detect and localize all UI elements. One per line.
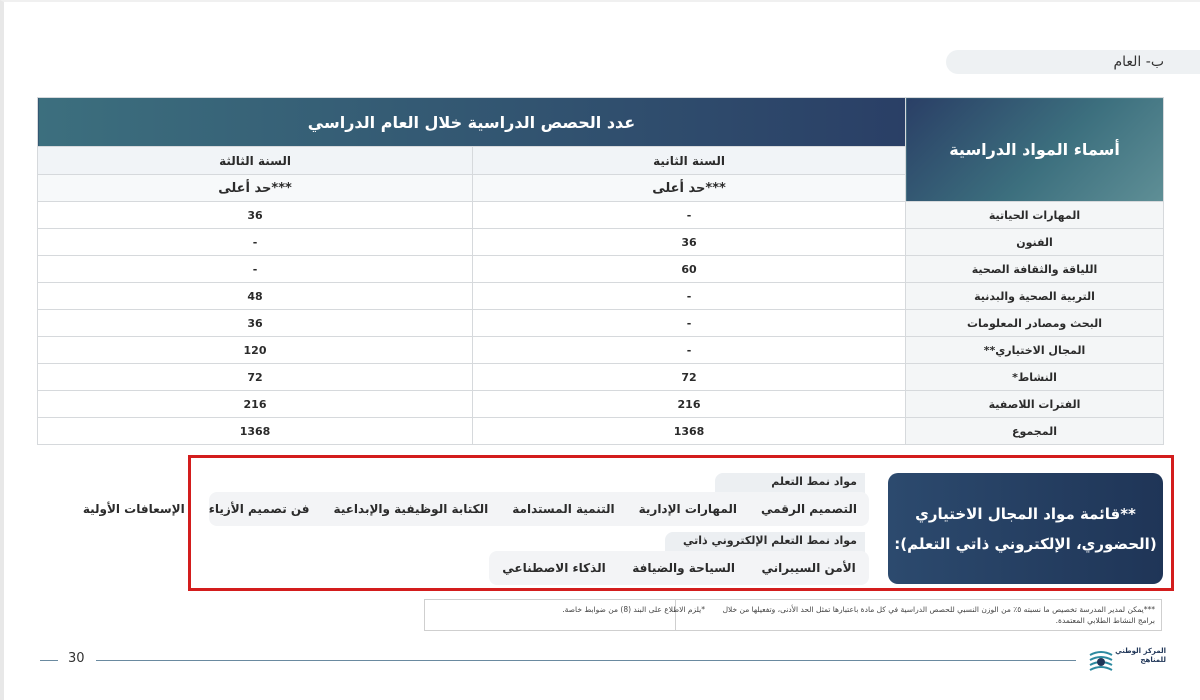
year3-cell: 216 [38, 391, 473, 418]
list-item: التنمية المستدامة [512, 502, 615, 516]
logo-text [1115, 647, 1166, 665]
table-row [38, 364, 1164, 391]
online-items-row [489, 551, 869, 585]
subject-cell: الفترات اللاصفية [906, 391, 1164, 418]
year2-cell: 36 [473, 229, 906, 256]
ncc-logo [1086, 645, 1166, 679]
subject-cell: المجال الاختياري** [906, 337, 1164, 364]
elective-subjects-panel [82, 455, 1174, 591]
year2-cell: 60 [473, 256, 906, 283]
list-item: السياحة والضيافة [632, 561, 735, 575]
year3-cell: 36 [38, 310, 473, 337]
subject-cell: البحث ومصادر المعلومات [906, 310, 1164, 337]
subject-cell: المجموع [906, 418, 1164, 445]
elective-title-line2: (الحضوري، الإلكتروني ذاتي التعلم): [894, 534, 1157, 553]
footnote-activity: *يلزم الاطلاع على البند (8) من ضوابط خاصة. [562, 605, 705, 614]
year3-cell: 120 [38, 337, 473, 364]
footer-dash [40, 660, 58, 661]
logo-mark-icon [1086, 647, 1116, 677]
list-item: الذكاء الاصطناعي [502, 561, 606, 575]
year3-cell: - [38, 256, 473, 283]
table-row [38, 283, 1164, 310]
year2-cell: 216 [473, 391, 906, 418]
list-item: التصميم الرقمي [761, 502, 857, 516]
table-row [38, 256, 1164, 283]
year3-cell: 72 [38, 364, 473, 391]
subject-cell: التربية الصحية والبدنية [906, 283, 1164, 310]
table-row [38, 310, 1164, 337]
hours-column-header: عدد الحصص الدراسية خلال العام الدراسي [38, 98, 906, 147]
year2-header: السنة الثانية [473, 147, 906, 175]
year2-cell: - [473, 337, 906, 364]
table-row-total [38, 418, 1164, 445]
year2-cell: 1368 [473, 418, 906, 445]
list-item: الكتابة الوظيفية والإبداعية [333, 502, 489, 516]
footnote-hours: ***يمكن لمدير المدرسة تخصيص ما نسبته ٥٪ من الوزن النسبي للحصص الدراسية في كل مادة باعتبارها تمثل الحد الأدنى، وتفعيلها من خلال برامج النشاط الطلابي المعتمدة. [722, 605, 1155, 625]
year2-cell: - [473, 310, 906, 337]
elective-title-line1: **قائمة مواد المجال الاختياري [915, 504, 1136, 523]
online-mode-label: مواد نمط التعلم الإلكتروني ذاتي [665, 532, 865, 566]
list-item: الإسعافات الأولية [82, 502, 185, 516]
year3-cell: 1368 [38, 418, 473, 445]
subject-cell: النشاط* [906, 364, 1164, 391]
footer-line [96, 660, 1076, 661]
year2-cell: - [473, 283, 906, 310]
subject-column-header: أسماء المواد الدراسية [906, 98, 1164, 202]
list-item: الأمن السيبراني [761, 561, 856, 575]
inperson-mode-label: مواد نمط التعلم [715, 473, 865, 507]
footnotes-box [424, 599, 1162, 631]
table-row [38, 229, 1164, 256]
subject-cell: الفنون [906, 229, 1164, 256]
table-row [38, 202, 1164, 229]
list-item: المهارات الإدارية [638, 502, 737, 516]
table-row [38, 391, 1164, 418]
list-item: فن تصميم الأزياء [208, 502, 310, 516]
year3-header: السنة الثالثة [38, 147, 473, 175]
subject-cell: المهارات الحياتية [906, 202, 1164, 229]
section-title: ب- العام [946, 50, 1200, 74]
year2-cell: - [473, 202, 906, 229]
table-row [38, 337, 1164, 364]
subject-cell: اللياقة والثقافة الصحية [906, 256, 1164, 283]
elective-title-box [888, 473, 1163, 584]
study-hours-table [37, 97, 1164, 445]
year3-limit: ***حد أعلى [38, 175, 473, 202]
year2-limit: ***حد أعلى [473, 175, 906, 202]
year3-cell: 36 [38, 202, 473, 229]
year2-cell: 72 [473, 364, 906, 391]
year3-cell: - [38, 229, 473, 256]
logo-line1: المركز الوطني [1115, 647, 1166, 655]
logo-line2: للمناهج [1140, 656, 1166, 664]
inperson-items-row [82, 492, 869, 526]
page-number: 30 [68, 651, 85, 666]
year3-cell: 48 [38, 283, 473, 310]
